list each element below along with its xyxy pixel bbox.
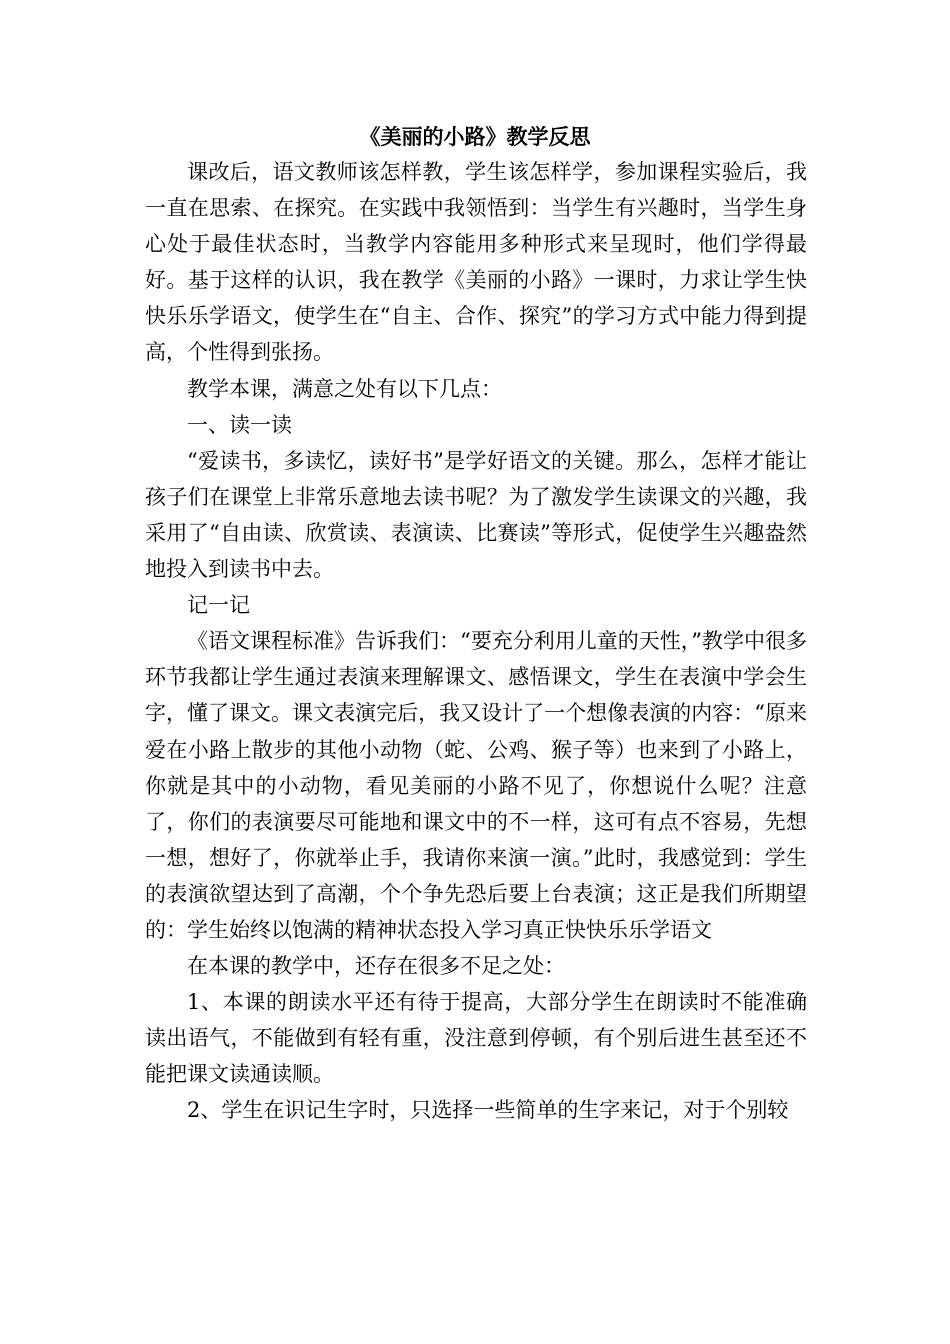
paragraph-intro: 课改后，语文教师该怎样教，学生该怎样学，参加课程实验后，我一直在思索、在探究。在实践中我领悟到：当学生有兴趣时，当学生身心处于最佳状态时，当教学内容能用多种形式来呈现时，他们学得最好。基于这样的认识，我在教学《美丽的小路》一课时，力求让学生快快乐乐学语文，使学生在“自主、合作、探究”的学习方式中能力得到提高，个性得到张扬。	[145, 160, 807, 365]
section-heading-remember: 记一记	[187, 593, 250, 618]
document-title: 《美丽的小路》教学反思	[359, 124, 591, 149]
paragraph-performance: 《语文课程标准》告诉我们：“要充分利用儿童的天性，”教学中很多环节我都让学生通过表演来理解课文、感悟课文，学生在表演中学会生字，懂了课文。课文表演完后，我又设计了一个想像表演的内容：“原来爱在小路上散步的其他小动物（蛇、公鸡、猴子等）也来到了小路上，你就是其中的小动物，看见美丽的小路不见了，你想说什么呢？注意了，你们的表演要尽可能地和课文中的不一样，这可有点不容易，先想一想，想好了，你就举止手，我请你来演一演。”此时，我感觉到：学生的表演欲望达到了高潮，个个争先恐后要上台表演；这正是我们所期望的：学生始终以饱满的精神状态投入学习真正快快乐乐学语文	[145, 629, 807, 942]
paragraph-reading: “爱读书，多读忆，读好书”是学好语文的关键。那么，怎样才能让孩子们在课堂上非常乐意地去读书呢？为了激发学生读课文的兴趣，我采用了“自由读、欣赏读、表演读、比赛读”等形式，促使学生兴趣盎然地投入到读书中去。	[145, 448, 807, 582]
paragraph-shortcoming-2: 2、学生在识记生字时，只选择一些简单的生字来记，对于个别较	[187, 1098, 789, 1123]
paragraph-shortcoming-1: 1、本课的朗读水平还有待于提高，大部分学生在朗读时不能准确读出语气，不能做到有轻有重，没注意到停顿，有个别后进生甚至还不能把课文读通读顺。	[145, 990, 807, 1087]
paragraph-satisfaction-intro: 教学本课，满意之处有以下几点：	[187, 376, 502, 401]
document-body	[145, 154, 807, 1129]
section-heading-read: 一、读一读	[187, 412, 292, 437]
paragraph-shortcomings-intro: 在本课的教学中，还存在很多不足之处：	[187, 954, 565, 979]
